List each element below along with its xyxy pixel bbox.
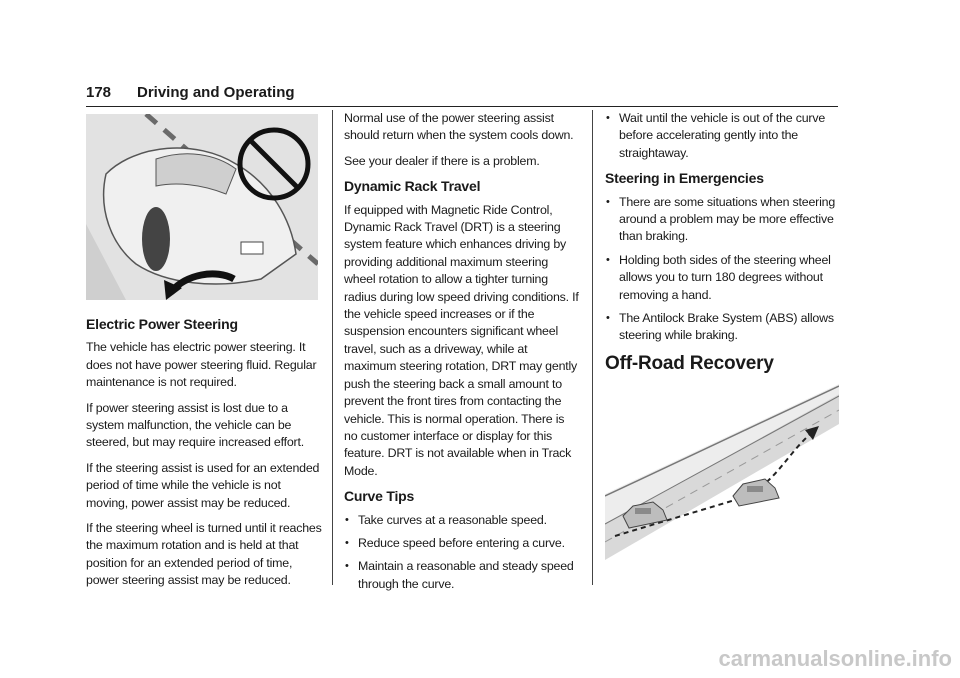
- list-item-text: Reduce speed before entering a curve.: [358, 535, 565, 550]
- list-item-text: Holding both sides of the steering wheel allows you to turn 180 degrees without removing a hand.: [619, 252, 831, 302]
- column-2: [344, 110, 580, 601]
- paragraph: If equipped with Magnetic Ride Control, Dynamic Rack Travel (DRT) is a steering system feature which enhances driving by providing additional maximum steering wheel rotation to allow a tighter turning radius during low speed driving conditions. If the vehicle speed increases or if the suspension encounters significant wheel travel, such as a driveway, while at maximum steering rotation, DRT may gently push the steering back a small amount to prevent the front tires from contacting the vehicle. This is normal operation. There is no customer interface or display for this feature. DRT is not available when in Track Mode.: [344, 202, 579, 478]
- bullet-icon: •: [606, 195, 610, 208]
- page-header: [86, 84, 838, 107]
- car-icon: [733, 479, 779, 506]
- paragraph: See your dealer if there is a problem.: [344, 153, 540, 168]
- bullet-icon: •: [345, 536, 349, 549]
- curve-tips-list: [344, 512, 580, 594]
- section-heading-off-road-recovery: Off-Road Recovery: [605, 352, 774, 374]
- watermark: carmanualsonline.info: [718, 646, 952, 671]
- list-item: [344, 558, 580, 593]
- list-item-text: Maintain a reasonable and steady speed through the curve.: [358, 559, 574, 591]
- list-item: [605, 252, 839, 304]
- list-item: [605, 194, 839, 246]
- list-item-text: Wait until the vehicle is out of the curve before accelerating gently into the straightaway.: [619, 111, 826, 160]
- list-item: [605, 110, 839, 162]
- bullet-icon: •: [606, 312, 610, 325]
- paragraph: If the steering wheel is turned until it reaches the maximum rotation and is held at that position for an extended period of time, power steering assist may be reduced.: [86, 521, 322, 588]
- section-heading-dynamic-rack-travel: Dynamic Rack Travel: [344, 178, 481, 195]
- off-road-recovery-illustration: [605, 384, 839, 560]
- page-number: 178: [86, 84, 112, 101]
- section-heading-steering-in-emergencies: Steering in Emergencies: [605, 170, 764, 187]
- chapter-title: Driving and Operating: [137, 84, 295, 101]
- paragraph: Normal use of the power steering assist should return when the system cools down.: [344, 111, 574, 143]
- bullet-icon: •: [606, 253, 610, 266]
- column-divider: [592, 110, 593, 585]
- column-1: [86, 110, 322, 598]
- car-steering-prohibited-illustration: [86, 114, 318, 300]
- list-item: [605, 310, 839, 345]
- bullet-icon: •: [345, 513, 349, 526]
- bullet-icon: •: [606, 112, 610, 124]
- bullet-icon: •: [345, 560, 349, 573]
- paragraph: The vehicle has electric power steering. It does not have power steering fluid. Regular maintenance is not required.: [86, 340, 317, 390]
- list-item: [344, 512, 580, 529]
- paragraph: If the steering assist is used for an extended period of time while the vehicle is not moving, power assist may be reduced.: [86, 460, 320, 510]
- curve-tips-list-continued: [605, 110, 839, 162]
- paragraph: If power steering assist is lost due to a system malfunction, the vehicle can be steered, but may require increased effort.: [86, 400, 304, 450]
- emergency-steering-list: [605, 194, 839, 345]
- list-item-text: There are some situations when steering around a problem may be more effective than braking.: [619, 194, 836, 244]
- column-divider: [332, 110, 333, 585]
- list-item-text: The Antilock Brake System (ABS) allows steering while braking.: [619, 311, 834, 343]
- section-heading-curve-tips: Curve Tips: [344, 488, 415, 505]
- section-heading-electric-power-steering: Electric Power Steering: [86, 316, 238, 332]
- list-item-text: Take curves at a reasonable speed.: [358, 512, 547, 527]
- column-3: [605, 110, 839, 560]
- list-item: [344, 535, 580, 552]
